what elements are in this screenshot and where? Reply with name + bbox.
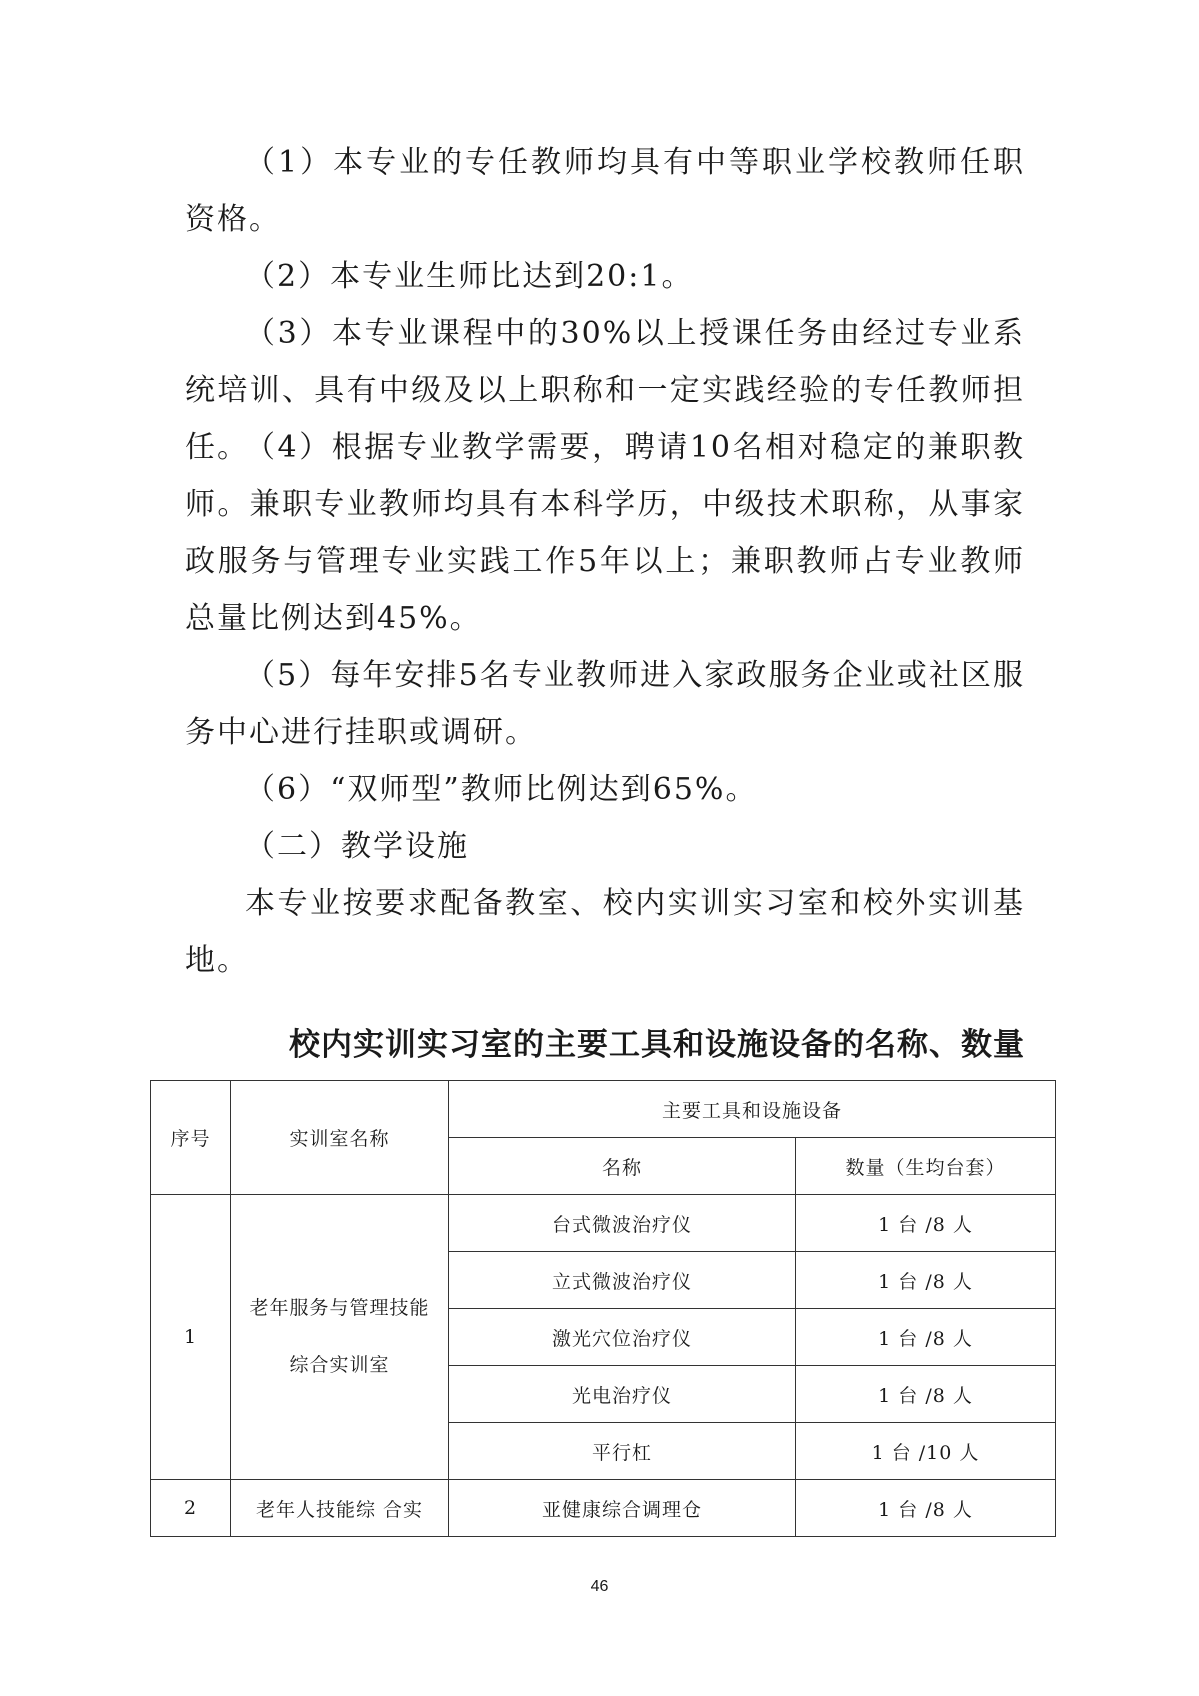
header-quantity: 数量（生均台套） <box>796 1138 1056 1195</box>
paragraph-2: （2）本专业生师比达到20:1。 <box>245 259 694 294</box>
paragraph-4: （4）根据专业教学需要，聘请10名相对稳定的兼职教师。兼职专业教师均具有本科学历，中级技术职称，从事家政服务与管理专业实践工作5年以上；兼职教师占专业教师总量比例达到45%。 <box>185 430 1025 636</box>
paragraph-5: （5）每年安排5名专业教师进入家政服务企业或社区服务中心进行挂职或调研。 <box>185 658 1025 750</box>
table-caption: 校内实训实习室的主要工具和设施设备的名称、数量 <box>289 1027 1025 1063</box>
paragraph-3: （3）本专业课程中的30%以上授课任务由经过专业系统培训、具有中级及以上职称和一定实践经验的专任教师担任。 <box>185 316 1025 465</box>
page-number: 46 <box>590 1578 609 1595</box>
paragraph-6: （6）“双师型”教师比例达到65%。 <box>245 772 758 807</box>
header-room-name: 实训室名称 <box>231 1081 449 1195</box>
header-index: 序号 <box>151 1081 231 1195</box>
item-name: 立式微波治疗仪 <box>449 1252 796 1309</box>
item-name: 台式微波治疗仪 <box>449 1195 796 1252</box>
item-name: 光电治疗仪 <box>449 1366 796 1423</box>
facilities-table <box>150 1080 1056 1537</box>
header-equipment-group: 主要工具和设施设备 <box>449 1081 1056 1138</box>
row-index: 2 <box>151 1480 231 1537</box>
paragraph-7: 本专业按要求配备教室、校内实训实习室和校外实训基地。 <box>185 886 1025 978</box>
item-quantity: 1 台 /8 人 <box>796 1195 1056 1252</box>
table-header-row <box>151 1081 1056 1138</box>
item-name: 亚健康综合调理仓 <box>449 1480 796 1537</box>
section-heading: （二）教学设施 <box>245 829 469 864</box>
row-index: 1 <box>151 1195 231 1480</box>
item-quantity: 1 台 /10 人 <box>796 1423 1056 1480</box>
item-name: 激光穴位治疗仪 <box>449 1309 796 1366</box>
row-room-name: 老年人技能综 合实 <box>231 1480 449 1537</box>
header-item-name: 名称 <box>449 1138 796 1195</box>
row-room-name <box>231 1195 449 1480</box>
paragraph-1: （1）本专业的专任教师均具有中等职业学校教师任职资格。 <box>185 145 1025 237</box>
item-quantity: 1 台 /8 人 <box>796 1480 1056 1537</box>
item-quantity: 1 台 /8 人 <box>796 1252 1056 1309</box>
item-name: 平行杠 <box>449 1423 796 1480</box>
room-name-text: 老年服务与管理技能综合实训室 <box>249 1297 430 1376</box>
item-quantity: 1 台 /8 人 <box>796 1366 1056 1423</box>
table-row <box>151 1195 1056 1252</box>
item-quantity: 1 台 /8 人 <box>796 1309 1056 1366</box>
table-row <box>151 1480 1056 1537</box>
